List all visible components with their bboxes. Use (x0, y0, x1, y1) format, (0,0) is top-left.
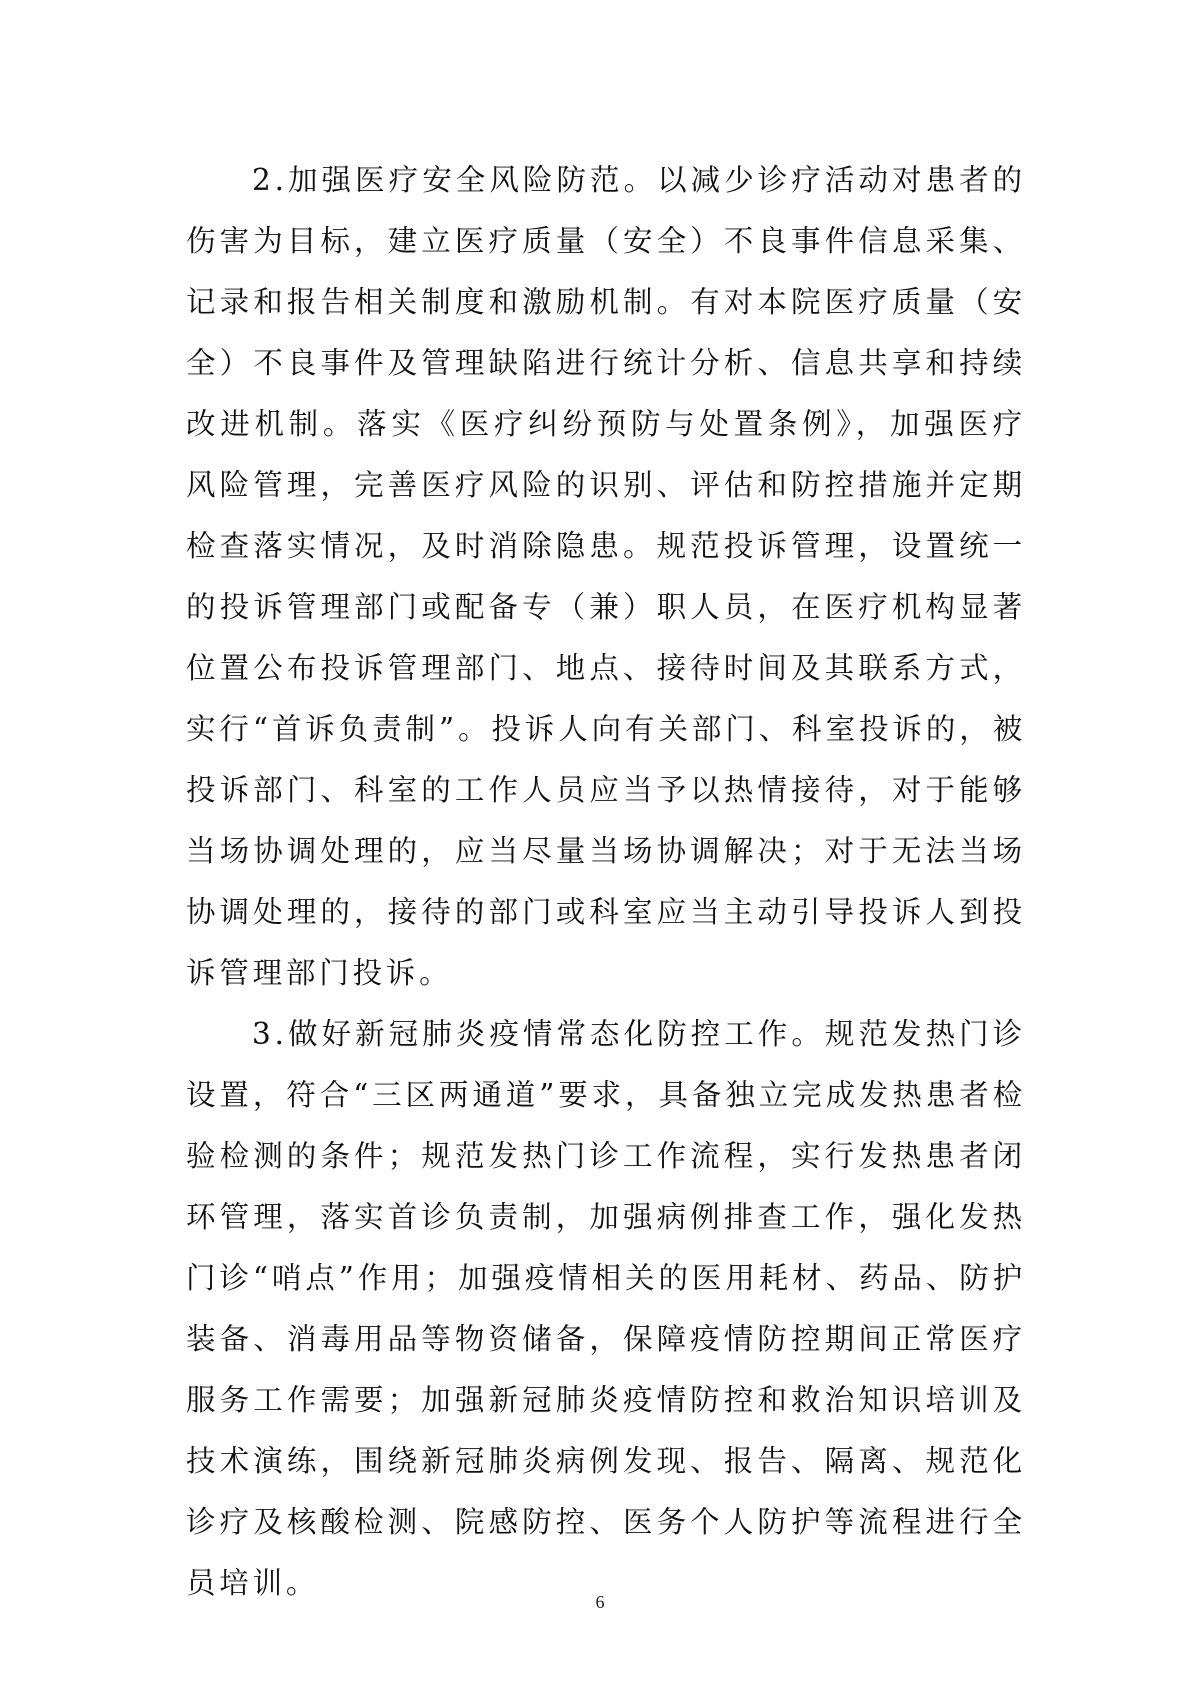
paragraph-covid-prevention: 3.做好新冠肺炎疫情常态化防控工作。规范发热门诊设置，符合“三区两通道”要求，具备独立完成发热患者检验检测的条件；规范发热门诊工作流程，实行发热患者闭环管理，落实首诊负责制，加强病例排查工作，强化发热门诊“哨点”作用；加强疫情相关的医用耗材、药品、防护装备、消毒用品等物资储备，保障疫情防控期间正常医疗服务工作需要；加强新冠肺炎疫情防控和救治知识培训及技术演练，围绕新冠肺炎病例发现、报告、隔离、规范化诊疗及核酸检测、院感防控、医务个人防护等流程进行全员培训。 (186, 1017, 1026, 1600)
body-text (186, 150, 1026, 1614)
page-number: 6 (595, 1592, 605, 1612)
paragraph-medical-safety-risk: 2.加强医疗安全风险防范。以减少诊疗活动对患者的伤害为目标，建立医疗质量（安全）不良事件信息采集、记录和报告相关制度和激励机制。有对本院医疗质量（安全）不良事件及管理缺陷进行统计分析、信息共享和持续改进机制。落实《医疗纠纷预防与处置条例》，加强医疗风险管理，完善医疗风险的识别、评估和防控措施并定期检查落实情况，及时消除隐患。规范投诉管理，设置统一的投诉管理部门或配备专（兼）职人员，在医疗机构显著位置公布投诉管理部门、地点、接待时间及其联系方式，实行“首诉负责制”。投诉人向有关部门、科室投诉的，被投诉部门、科室的工作人员应当予以热情接待，对于能够当场协调处理的，应当尽量当场协调解决；对于无法当场协调处理的，接待的部门或科室应当主动引导投诉人到投诉管理部门投诉。 (186, 163, 1026, 990)
